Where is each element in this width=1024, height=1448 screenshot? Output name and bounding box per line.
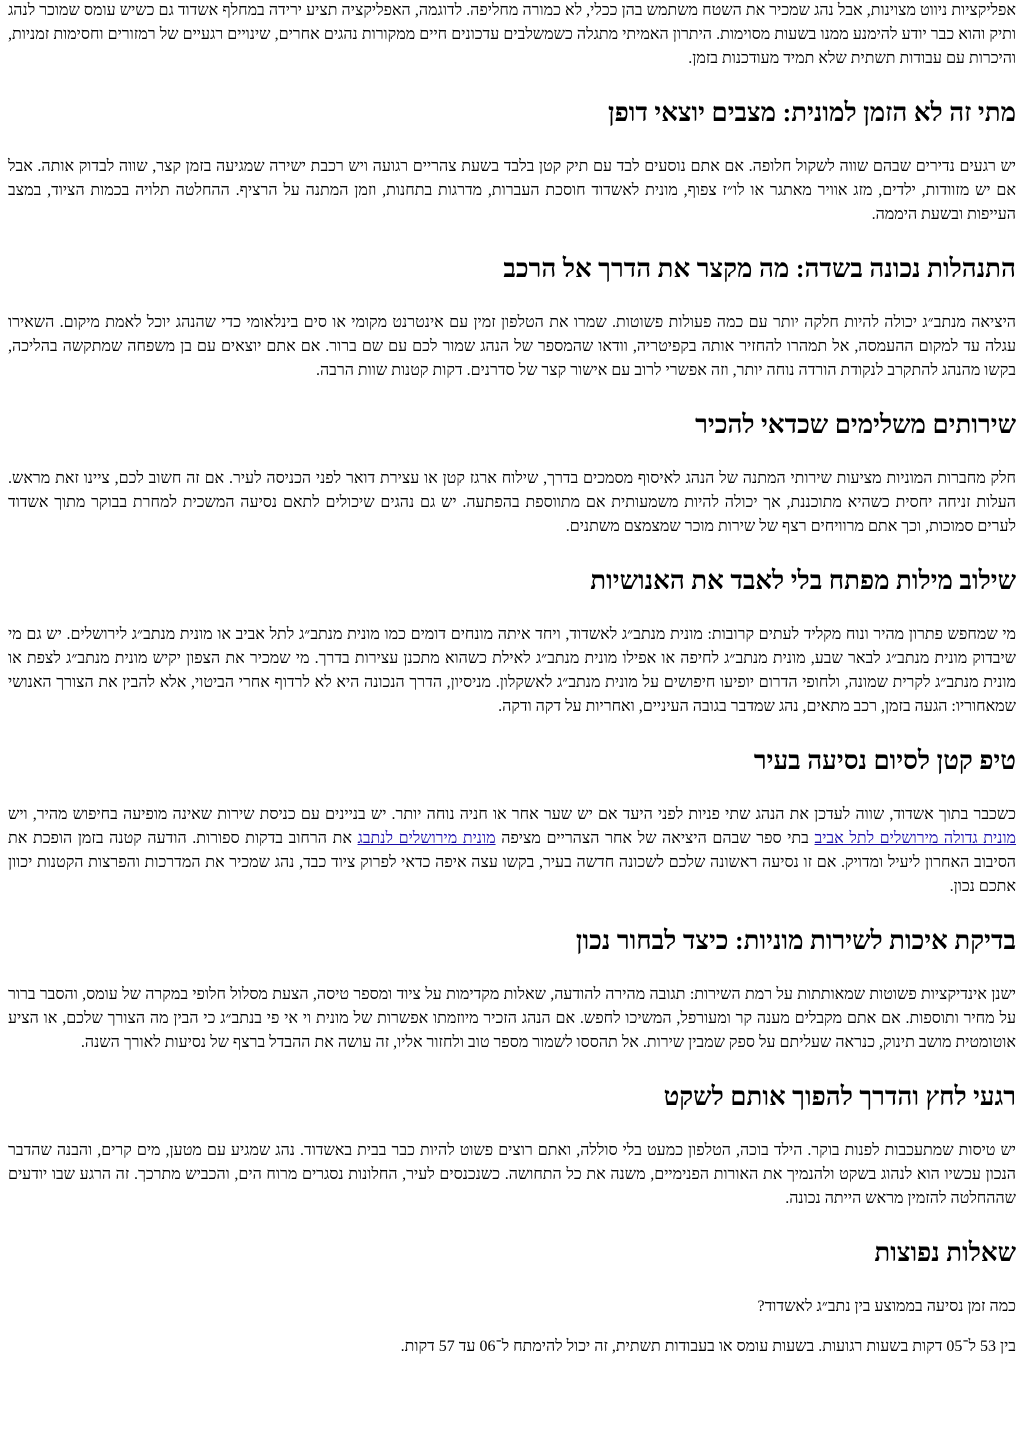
section-heading-keywords: שילוב מילות מפתח בלי לאבד את האנושיות	[590, 566, 1016, 595]
section-body-keywords: מי שמחפש פתרון מהיר ונוח מקליד לעתים קרובות: מונית מנתב״ג לאשדוד, ויחד איתה מונחים דומים כמו מונית מנתב״ג לתל אביב או מונית מנתב״ג לירושלים. יש גם מי שיבדוק מונית מנתב״ג לבאר שבע, מונית מנתב״ג לחיפה או אפילו מונית מנתב״ג לאילת כשהוא מתכנן עצירות בדרך. מי שמכיר את הצפון יקיש מונית מנתב״ג לצפת או מונית מנתב״ג לקרית שמונה, ולחופי הדרום יופיעו חיפושים על מונית מנתב״ג לאשקלון. מניסיון, הדרך הנכונה היא לא לרדוף אחרי הביטוי, אלא להבין את הצורך האנושי שמאחוריו: הגעה בזמן, רכב מתאים, נהג שמדבר בגובה העיניים, ואחריות על דקה ודקה.	[8, 626, 1016, 715]
section-body-stress-moments: יש טיסות שמתעכבות לפנות בוקר. הילד בוכה, הטלפון כמעט בלי סוללה, ואתם רוצים פשוט להיות כבר בבית באשדוד. נהג שמגיע עם מטען, מים קרים, והבנה שהדבר הנכון עכשיו הוא לנהוג בשקט ולהנמיך את האורות הפנימיים, משנה את כל התחושה. כשנכנסים לעיר, החלונות נסגרים מרוח הים, והכביש מתרכך. זה הרגע שבו יודעים שההחלטה להזמין מראש הייתה נכונה.	[8, 1142, 1016, 1207]
section-body-exceptions: יש רגעים נדירים שבהם שווה לשקול חלופה. אם אתם נוסעים לבד עם תיק קטן בלבד בשעת צהריים רגועה ויש רכבת ישירה שמגיעה בזמן קצר, שווה לבדוק אותה. אבל אם יש מזוודות, ילדים, מזג אוויר מאתגר או לו״ז צפוף, מונית לאשדוד חוסכת העברות, מדרגות בתחנות, וזמן המתנה על הרציף. ההחלטה תלויה בכמות הציוד, במצב העייפות ובשעת היממה.	[8, 158, 1016, 223]
section-heading-exceptions: מתי זה לא הזמן למונית: מצבים יוצאי דופן	[607, 98, 1016, 127]
section-body-quality-check: ישנן אינדיקציות פשוטות שמאותתות על רמת השירות: תגובה מהירה להודעה, שאלות מקדימות על ציוד ומספר טיסה, הצעת מסלול חלופי במקרה של עומס, והסבר ברור על מחיר ותוספות. אם אתם מקבלים מענה קר ומעורפל, המשיכו לחפש. אם הנהג הזכיר מיוזמתו אפשרות של מונית וי אי פי בנתב״ג כי הבין מה הצורך שלכם, או הציע אוטומטית מושב תינוק, כנראה שעליתם על ספק שמבין שירות. אל תהססו לשמור מספר טוב ולחזור אליו, זה עושה את ההבדל ברצף של נסיעות לאורך השנה.	[8, 986, 1016, 1051]
link-large-taxi-jerusalem-tel-aviv[interactable]: מונית גדולה מירושלים לתל אביב	[814, 830, 1017, 847]
section-heading-airport-conduct: התנהלות נכונה בשדה: מה מקצר את הדרך אל הרכב	[503, 254, 1016, 283]
faq-question: כמה זמן נסיעה בממוצע בין נתב״ג לאשדוד?	[757, 1298, 1016, 1315]
section-body-airport-conduct: היציאה מנתב״ג יכולה להיות חלקה יותר עם כמה פעולות פשוטות. שמרו את הטלפון זמין עם אינטרנט מקומי או סים בינלאומי כדי שהנהג יוכל לאמת מיקום. השאירו עגלה עד למקום ההעמסה, אל תמהרו להחזיר אותה בקפיטריה, וודאו שהמספר של הנהג שמור לכם עם שם ברור. אם אתם יוצאים עם בן משפחה שמתקשה בהליכה, בקשו מהנהג להתקרב לנקודת הורדה נוחה יותר, וזה אפשרי לרוב עם אישור קצר של סדרנים. דקות קטנות שוות הרבה.	[8, 314, 1016, 379]
section-heading-stress-moments: רגעי לחץ והדרך להפוך אותם לשקט	[663, 1082, 1016, 1111]
link-taxi-jerusalem-airport[interactable]: מונית מירושלים לנתבג	[357, 830, 496, 847]
text-segment: את הרחוב בדקות ספורות. הודעה קטנה בזמן הופכת את הסיבוב האחרון ליעיל ומדויק. אם זו נסיעה ראשונה שלכם לשכונה חדשה בעיר, בקשו עצה איפה כדאי לפרוק ציוד כבד, נהג שמכיר את המדרכות והפרצות הקטנות יכוון אתכם נכון.	[8, 830, 1016, 895]
intro-paragraph: אפליקציות ניווט מצוינות, אבל נהג שמכיר את השטח משתמש בהן ככלי, לא כמורה מחליפה. לדוגמה, האפליקציה תציע ירידה במחלף אשדוד גם כשיש עומס שמוכר לנהג ותיק והוא כבר יודע להימנע ממנו בשעות מסוימות. היתרון האמיתי מתגלה כשמשלבים עדכונים חיים ממקורות נהגים אחרים, שינויים רגעיים של רמזורים וחסימות זמניות, והיכרות עם עבודות תשתית שלא תמיד מעודכנות בזמן.	[8, 2, 1016, 67]
section-heading-complementary-services: שירותים משלימים שכדאי להכיר	[695, 410, 1016, 439]
section-body-complementary-services: חלק מחברות המוניות מציעות שירותי המתנה של הנהג לאיסוף מסמכים בדרך, שילוח ארגז קטן או עצירת דואר לפני הכניסה לעיר. אם זה חשוב לכם, ציינו זאת מראש. העלות זניחה יחסית כשהיא מתוכננת, אך יכולה להיות משמעותית אם מתווספת בהפתעה. יש גם נהגים שיכולים לתאם נסיעה המשכית למחרת בבוקר מתוך אשדוד לערים סמוכות, וכך אתם מרוויחים רצף של שירות מוכר שמצמצם משתנים.	[8, 470, 1016, 535]
faq-heading: שאלות נפוצות	[874, 1238, 1016, 1267]
section-body-city-tip	[8, 803, 1016, 899]
text-segment: כשכבר בתוך אשדוד, שווה לעדכן את הנהג שתי פניות לפני היעד אם יש שער אחר או חניה נוחה יותר. יש בניינים עם כניסת שירות שאינה מופיעה בחיפוש מהיר, ויש	[8, 806, 1016, 823]
faq-answer: בין 53 ל־05 דקות בשעות רגועות. בשעות עומס או בעבודות תשתית, זה יכול להימתח ל־06 עד 57 דקות.	[400, 1338, 1016, 1355]
section-heading-city-tip: טיפ קטן לסיום נסיעה בעיר	[753, 746, 1016, 775]
text-segment: בתי ספר שבהם היציאה של אחר הצהריים מציפה	[495, 830, 815, 847]
section-heading-quality-check: בדיקת איכות לשירות מוניות: כיצד לבחור נכון	[575, 926, 1016, 955]
